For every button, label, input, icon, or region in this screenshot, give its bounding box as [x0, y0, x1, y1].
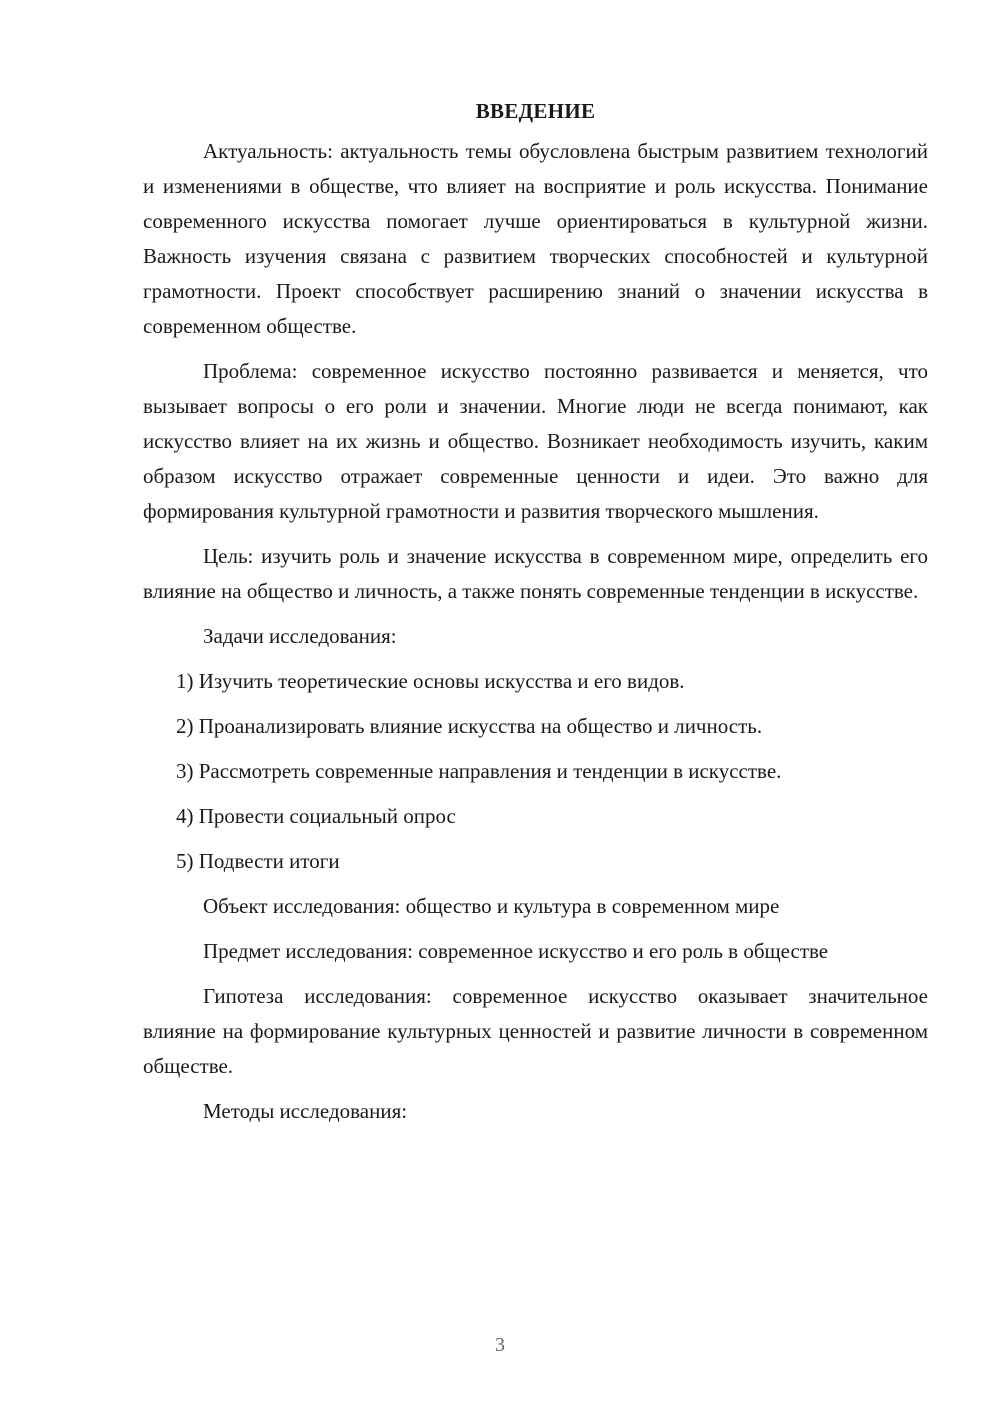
hypothesis-paragraph: Гипотеза исследования: современное искусство оказывает значительное влияние на формирование культурных ценностей и развитие личности в современном обществе.: [143, 984, 928, 1078]
list-item: 2) Проанализировать влияние искусства на общество и личность.: [176, 714, 763, 738]
list-item: 1) Изучить теоретические основы искусства и его видов.: [176, 669, 685, 693]
relevance-paragraph: Актуальность: актуальность темы обусловлена быстрым развитием технологий и изменениями в обществе, что влияет на восприятие и роль искусства. Понимание современного искусства помогает лучше ориентироваться в культурной жизни. Важность изучения связана с развитием творческих способностей и культурной грамотности. Проект способствует расширению знаний о значении искусства в современном обществе.: [143, 139, 928, 338]
list-item: 3) Рассмотреть современные направления и тенденции в искусстве.: [176, 759, 782, 783]
list-item: 5) Подвести итоги: [176, 849, 340, 873]
document-page: [143, 96, 928, 1139]
goal-paragraph: Цель: изучить роль и значение искусства в современном мире, определить его влияние на общество и личность, а также понять современные тенденции в искусстве.: [143, 544, 928, 603]
methods-heading: Методы исследования:: [203, 1099, 408, 1123]
list-item: 4) Провести социальный опрос: [176, 804, 456, 828]
tasks-heading: Задачи исследования:: [203, 624, 397, 648]
section-title: ВВЕДЕНИЕ: [475, 99, 596, 123]
object-paragraph: Объект исследования: общество и культура в современном мире: [203, 894, 780, 918]
tasks-list: [143, 664, 928, 879]
subject-paragraph: Предмет исследования: современное искусство и его роль в обществе: [203, 939, 829, 963]
page-number: 3: [495, 1334, 505, 1356]
problem-paragraph: Проблема: современное искусство постоянно развивается и меняется, что вызывает вопросы о его роли и значении. Многие люди не всегда понимают, как искусство влияет на их жизнь и общество. Возникает необходимость изучить, каким образом искусство отражает современные ценности и идеи. Это важно для формирования культурной грамотности и развития творческого мышления.: [143, 359, 928, 523]
